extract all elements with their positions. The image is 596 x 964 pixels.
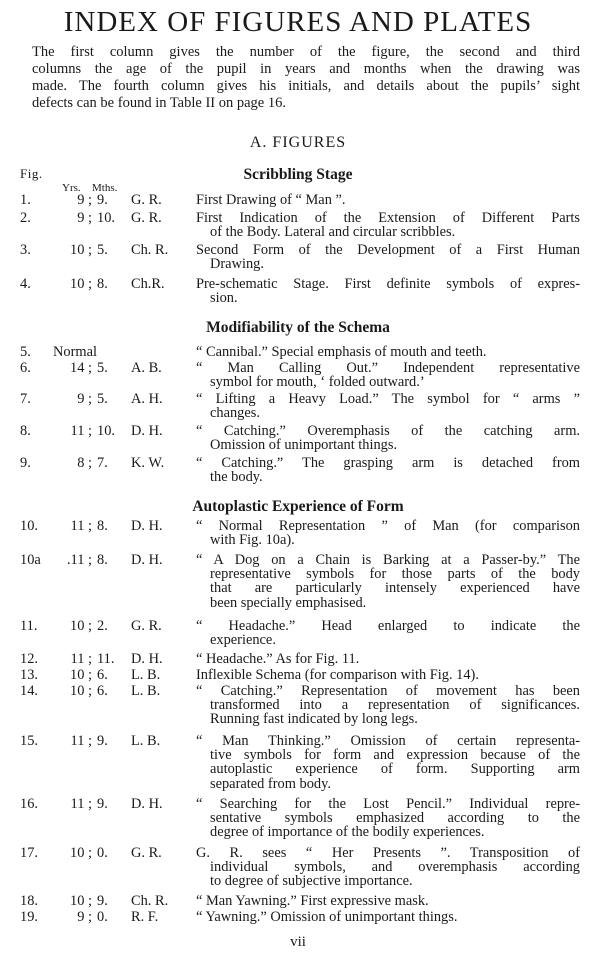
figure-number: 2.	[20, 210, 31, 226]
figure-initials: D. H.	[131, 423, 163, 439]
figure-description	[196, 553, 580, 610]
figure-age-years: 11 ;	[70, 796, 92, 812]
subsection-heading: Scribbling Stage	[243, 166, 353, 183]
figure-age-months: 6.	[97, 667, 108, 683]
figure-initials: D. H.	[131, 552, 163, 568]
intro-line: The first column gives the number of the figure, the second and third	[32, 44, 580, 60]
description-line: “ Normal Representation ” of Man (for comparison	[196, 518, 580, 534]
description-line: “ Cannibal.” Special emphasis of mouth and teeth.	[196, 344, 487, 360]
figure-age-months: 9.	[97, 192, 108, 208]
figure-initials: Ch. R.	[131, 893, 169, 909]
figure-initials: K. W.	[131, 455, 165, 471]
figure-age-years: 10 ;	[70, 893, 92, 909]
figure-number: 14.	[20, 683, 38, 699]
description-line: “ Yawning.” Omission of unimportant things.	[196, 909, 458, 925]
description-line: “ A Dog on a Chain is Barking at a Passer-by.” The	[196, 552, 580, 568]
figure-description	[196, 424, 580, 452]
description-line: Running fast indicated by long legs.	[210, 711, 418, 728]
yrs-column-label: Yrs.	[62, 182, 81, 194]
figure-number: 1.	[20, 192, 31, 208]
figure-number: 7.	[20, 391, 31, 407]
figure-age-months: 0.	[97, 845, 108, 861]
figure-number: 5.	[20, 344, 31, 360]
description-line: transformed into a representation of significances.	[210, 697, 580, 714]
description-line: First Indication of the Extension of Different Parts	[196, 210, 580, 226]
figure-initials: L. B.	[131, 683, 161, 699]
figure-age-years: 10 ;	[70, 683, 92, 699]
figure-number: 18.	[20, 893, 38, 909]
description-line: Inflexible Schema (for comparison with Fig. 14).	[196, 667, 479, 683]
figure-age-note: Normal	[53, 344, 97, 360]
figure-age-months: 0.	[97, 909, 108, 925]
description-line: to degree of subjective importance.	[210, 873, 413, 890]
description-line: Pre-schematic Stage. First definite symbols of expres-	[196, 276, 580, 292]
figure-number: 12.	[20, 651, 38, 667]
figure-age-months: 5.	[97, 360, 108, 376]
figure-age-months: 5.	[97, 242, 108, 258]
description-line: the body.	[210, 469, 263, 486]
description-line: “ Man Yawning.” First expressive mask.	[196, 893, 429, 909]
figure-initials: A. B.	[131, 360, 162, 376]
description-line: “ Man Thinking.” Omission of certain representa-	[196, 733, 580, 749]
figure-age-years: 9 ;	[77, 192, 92, 208]
figure-age-months: 9.	[97, 796, 108, 812]
figure-initials: A. H.	[131, 391, 163, 407]
page-title: INDEX OF FIGURES AND PLATES	[63, 6, 533, 38]
figure-description	[196, 456, 580, 484]
figure-initials: D. H.	[131, 651, 163, 667]
figure-number: 4.	[20, 276, 31, 292]
description-line: Omission of unimportant things.	[210, 437, 398, 454]
intro-line: made. The fourth column gives his initials, and details about the pupils’ sight	[32, 78, 580, 94]
figure-number: 3.	[20, 242, 31, 258]
figure-description	[196, 361, 580, 389]
description-line: Drawing.	[210, 256, 264, 273]
figure-initials: G. R.	[131, 618, 162, 634]
description-line: G. R. sees “ Her Presents ”. Transposition of	[196, 845, 580, 861]
figure-age-years: 11 ;	[70, 733, 92, 749]
figure-description	[196, 846, 580, 889]
figure-age-months: 5.	[97, 391, 108, 407]
figure-age-years: 10 ;	[70, 242, 92, 258]
figure-age-years: 9 ;	[77, 391, 92, 407]
figure-initials: D. H.	[131, 518, 163, 534]
figure-description	[196, 797, 580, 840]
figure-age-years: 9 ;	[77, 210, 92, 226]
description-line: symbol for mouth, ‘ folded outward.’	[210, 374, 425, 391]
figure-description	[196, 619, 580, 647]
figure-initials: G. R.	[131, 210, 162, 226]
figure-age-years: 11 ;	[70, 423, 92, 439]
figure-description	[196, 652, 580, 666]
mths-column-label: Mths.	[92, 182, 118, 194]
subsection-heading: Autoplastic Experience of Form	[192, 498, 404, 515]
figure-initials: R. F.	[131, 909, 159, 925]
description-line: “ Catching.” Overemphasis of the catching arm.	[196, 423, 580, 439]
figure-number: 19.	[20, 909, 38, 925]
figure-age-years: 10 ;	[70, 667, 92, 683]
description-line: of the Body. Lateral and circular scribbles.	[210, 224, 456, 241]
description-line: sentative symbols emphasized according to the	[210, 810, 580, 827]
figure-initials: L. B.	[131, 733, 161, 749]
subsection-heading: Modifiability of the Schema	[206, 319, 390, 336]
description-line: sion.	[210, 290, 238, 307]
description-line: “ Catching.” Representation of movement has been	[196, 683, 580, 699]
figure-number: 8.	[20, 423, 31, 439]
figure-number: 15.	[20, 733, 38, 749]
figure-description	[196, 193, 580, 207]
figure-age-months: 6.	[97, 683, 108, 699]
description-line: “ Catching.” The grasping arm is detached from	[196, 455, 580, 471]
figure-age-months: 7.	[97, 455, 108, 471]
figure-age-months: 11.	[97, 651, 115, 667]
figure-age-years: 10 ;	[70, 276, 92, 292]
description-line: experience.	[210, 632, 276, 649]
figure-age-months: 8.	[97, 552, 108, 568]
figure-age-months: 2.	[97, 618, 108, 634]
description-line: “ Man Calling Out.” Independent representative	[196, 360, 580, 376]
figure-age-years: 11 ;	[70, 651, 92, 667]
figure-description	[196, 894, 580, 908]
figure-description	[196, 243, 580, 271]
figure-number: 11.	[20, 618, 38, 634]
description-line: separated from body.	[210, 775, 331, 792]
description-line: “ Headache.” As for Fig. 11.	[196, 651, 360, 667]
description-line: “ Lifting a Heavy Load.” The symbol for “ arms ”	[196, 391, 580, 407]
figure-number: 16.	[20, 796, 38, 812]
figure-initials: G. R.	[131, 192, 162, 208]
description-line: tive symbols for form and expression because of the	[210, 747, 580, 764]
description-line: that are particularly intensely experienced have	[210, 580, 580, 597]
figure-age-years: 8 ;	[77, 455, 92, 471]
figure-description	[196, 211, 580, 239]
description-line: changes.	[210, 405, 260, 422]
figure-number: 13.	[20, 667, 38, 683]
figure-number: 10.	[20, 518, 38, 534]
figure-age-months: 10.	[97, 210, 115, 226]
figure-age-years: 14 ;	[70, 360, 92, 376]
description-line: been specially emphasised.	[210, 594, 367, 611]
description-line: autoplastic experience of form. Supporting arm	[210, 761, 580, 778]
figure-description	[196, 277, 580, 305]
figure-age-months: 9.	[97, 733, 108, 749]
figure-description	[196, 734, 580, 791]
figure-number: 9.	[20, 455, 31, 471]
description-line: First Drawing of “ Man ”.	[196, 192, 346, 208]
intro-line: defects can be found in Table II on page 16.	[32, 95, 286, 111]
page-number: vii	[290, 934, 306, 950]
intro-paragraph	[32, 44, 580, 112]
description-line: “ Headache.” Head enlarged to indicate the	[196, 618, 580, 634]
figure-description	[196, 519, 580, 547]
figure-initials: Ch. R.	[131, 242, 169, 258]
figure-age-years: .11 ;	[66, 552, 92, 568]
figure-initials: L. B.	[131, 667, 161, 683]
description-line: degree of importance of the bodily experiences.	[210, 824, 485, 841]
description-line: with Fig. 10a).	[210, 532, 295, 549]
figure-age-months: 9.	[97, 893, 108, 909]
description-line: Second Form of the Development of a First Human	[196, 242, 580, 258]
figure-number: 17.	[20, 845, 38, 861]
figure-initials: G. R.	[131, 845, 162, 861]
figure-description	[196, 910, 580, 924]
figure-number: 10a	[20, 552, 41, 568]
figure-description	[196, 684, 580, 727]
figure-age-months: 10.	[97, 423, 115, 439]
section-heading: A. FIGURES	[249, 134, 347, 151]
figure-initials: D. H.	[131, 796, 163, 812]
figure-description	[196, 668, 580, 682]
figure-age-years: 10 ;	[70, 845, 92, 861]
figure-description	[196, 345, 580, 359]
fig-column-label: Fig.	[20, 166, 43, 181]
description-line: representative symbols for those parts of the body	[210, 566, 580, 583]
figure-age-months: 8.	[97, 276, 108, 292]
figure-number: 6.	[20, 360, 31, 376]
figure-initials: Ch.R.	[131, 276, 165, 292]
figure-age-years: 9 ;	[77, 909, 92, 925]
figure-description	[196, 392, 580, 420]
figure-age-years: 11 ;	[70, 518, 92, 534]
figure-age-months: 8.	[97, 518, 108, 534]
intro-line: columns the age of the pupil in years and months when the drawing was	[32, 61, 580, 77]
description-line: “ Searching for the Lost Pencil.” Individual repre-	[196, 796, 580, 812]
figure-age-years: 10 ;	[70, 618, 92, 634]
description-line: individual symbols, and overemphasis according	[210, 859, 580, 876]
